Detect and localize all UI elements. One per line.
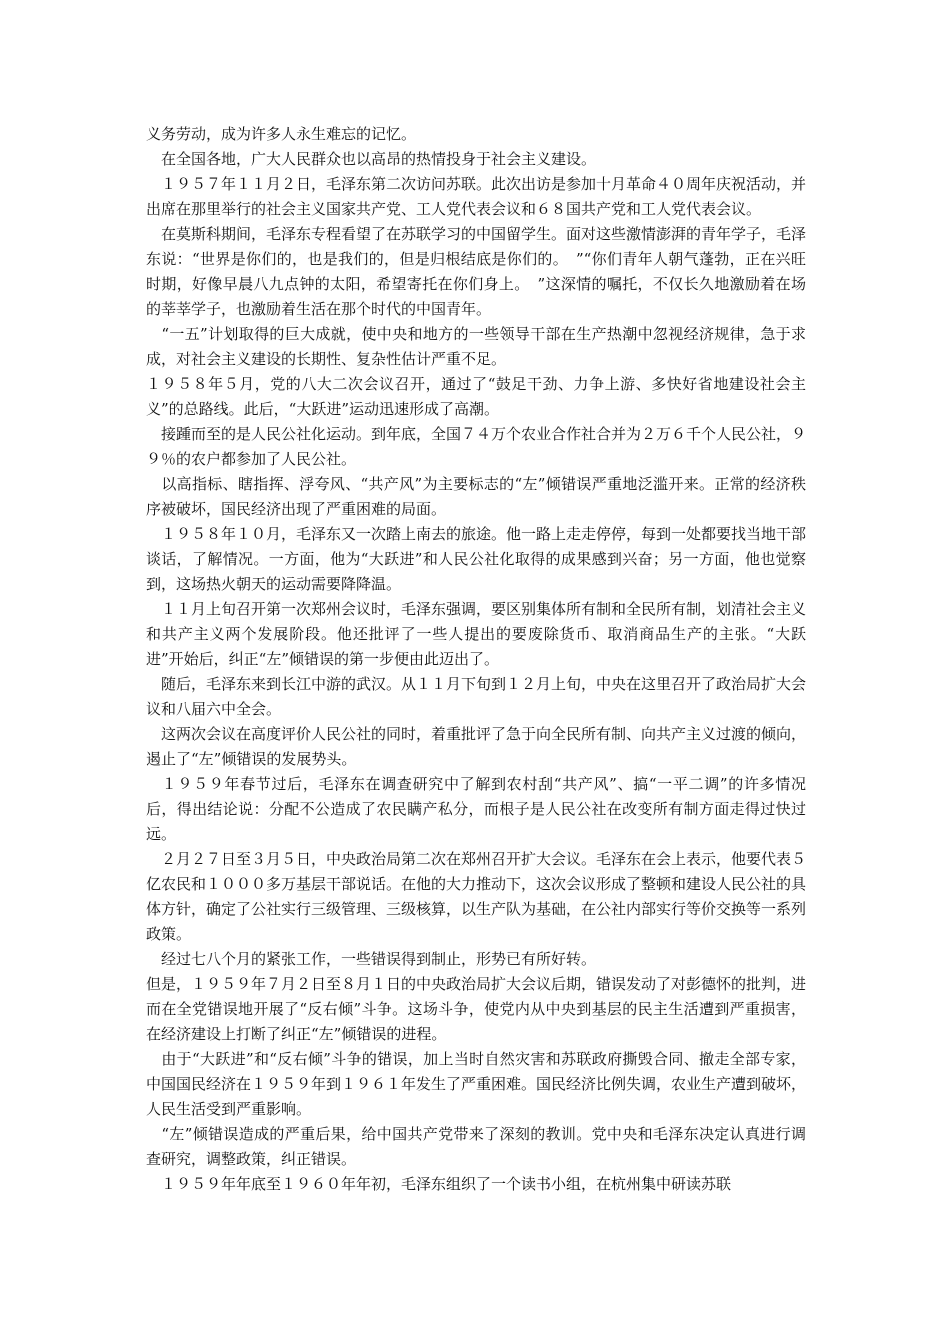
paragraph-7: 接踵而至的是人民公社化运动。到年底，全国７４万个农业合作社合并为２万６千个人民公社，９９％的农户都参加了人民公社。 — [146, 425, 807, 468]
paragraph-3: １９５７年１１月２日，毛泽东第二次访问苏联。此次出访是参加十月革命４０周年庆祝活动，并出席在那里举行的社会主义国家共产党、工人党代表会议和６８国共产党和工人党代表会议。 — [146, 175, 807, 218]
paragraph-12: 这两次会议在高度评价人民公社的同时，着重批评了急于向全民所有制、向共产主义过渡的倾向，遏止了“左”倾错误的发展势头。 — [146, 725, 807, 768]
paragraph-2: 在全国各地，广大人民群众也以高昂的热情投身于社会主义建设。 — [146, 150, 597, 168]
paragraph-17: 由于“大跃进”和“反右倾”斗争的错误，加上当时自然灾害和苏联政府撕毁合同、撤走全部专家，中国国民经济在１９５９年到１９６１年发生了严重困难。国民经济比例失调，农业生产遭到破坏，人民生活受到严重影响。 — [146, 1050, 807, 1118]
paragraph-4: 在莫斯科期间，毛泽东专程看望了在苏联学习的中国留学生。面对这些激情澎湃的青年学子，毛泽东说：“世界是你们的，也是我们的，但是归根结底是你们的。 ”“你们青年人朝气蓬勃，正在兴旺时期，好像早晨八九点钟的太阳，希望寄托在你们身上。 ”这深情的嘱托，不仅长久地激励着在场的莘莘学子，也激励着生活在那个时代的中国青年。 — [146, 225, 807, 318]
paragraph-8: 以高指标、瞎指挥、浮夸风、“共产风”为主要标志的“左”倾错误严重地泛滥开来。正常的经济秩序被破坏，国民经济出现了严重困难的局面。 — [146, 475, 806, 518]
paragraph-18: “左”倾错误造成的严重后果，给中国共产党带来了深刻的教训。党中央和毛泽东决定认真进行调查研究，调整政策，纠正错误。 — [146, 1125, 806, 1168]
paragraph-16: 但是，１９５９年７月２日至８月１日的中央政治局扩大会议后期，错误发动了对彭德怀的批判，进而在全党错误地开展了“反右倾”斗争。这场斗争，使党内从中央到基层的民主生活遭到严重损害，在经济建设上打断了纠正“左”倾错误的进程。 — [146, 975, 807, 1043]
paragraph-13: １９５９年春节过后，毛泽东在调查研究中了解到农村刮“共产风”、搞“一平二调”的许多情况后，得出结论说：分配不公造成了农民瞒产私分，而根子是人民公社在改变所有制方面走得过快过远。 — [146, 775, 806, 843]
paragraph-11: 随后，毛泽东来到长江中游的武汉。从１１月下旬到１２月上旬，中央在这里召开了政治局扩大会议和八届六中全会。 — [146, 675, 807, 718]
paragraph-19: １９５９年年底至１９６０年年初，毛泽东组织了一个读书小组，在杭州集中研读苏联 — [146, 1175, 732, 1193]
paragraph-10: １１月上旬召开第一次郑州会议时，毛泽东强调，要区别集体所有制和全民所有制，划清社会主义和共产主义两个发展阶段。他还批评了一些人提出的要废除货币、取消商品生产的主张。“大跃进”开始后，纠正“左”倾错误的第一步便由此迈出了。 — [146, 600, 807, 668]
paragraph-1: 义务劳动，成为许多人永生难忘的记忆。 — [146, 125, 417, 143]
paragraph-9: １９５８年１０月，毛泽东又一次踏上南去的旅途。他一路上走走停停，每到一处都要找当地干部谈话，了解情况。一方面，他为“大跃进”和人民公社化取得的成果感到兴奋；另一方面，他也觉察到，这场热火朝天的运动需要降降温。 — [146, 525, 807, 593]
document-page — [146, 122, 806, 1222]
paragraph-15: 经过七八个月的紧张工作，一些错误得到制止，形势已有所好转。 — [146, 950, 597, 968]
paragraph-14: ２月２７日至３月５日，中央政治局第二次在郑州召开扩大会议。毛泽东在会上表示，他要代表５亿农民和１０００多万基层干部说话。在他的大力推动下，这次会议形成了整顿和建设人民公社的具体方针，确定了公社实行三级管理、三级核算，以生产队为基础，在公社内部实行等价交换等一系列政策。 — [146, 850, 807, 943]
paragraph-6: １９５８年５月，党的八大二次会议召开，通过了“鼓足干劲、力争上游、多快好省地建设社会主义”的总路线。此后，“大跃进”运动迅速形成了高潮。 — [146, 375, 806, 418]
paragraph-5: “一五”计划取得的巨大成就，使中央和地方的一些领导干部在生产热潮中忽视经济规律，急于求成，对社会主义建设的长期性、复杂性估计严重不足。 — [146, 325, 806, 368]
